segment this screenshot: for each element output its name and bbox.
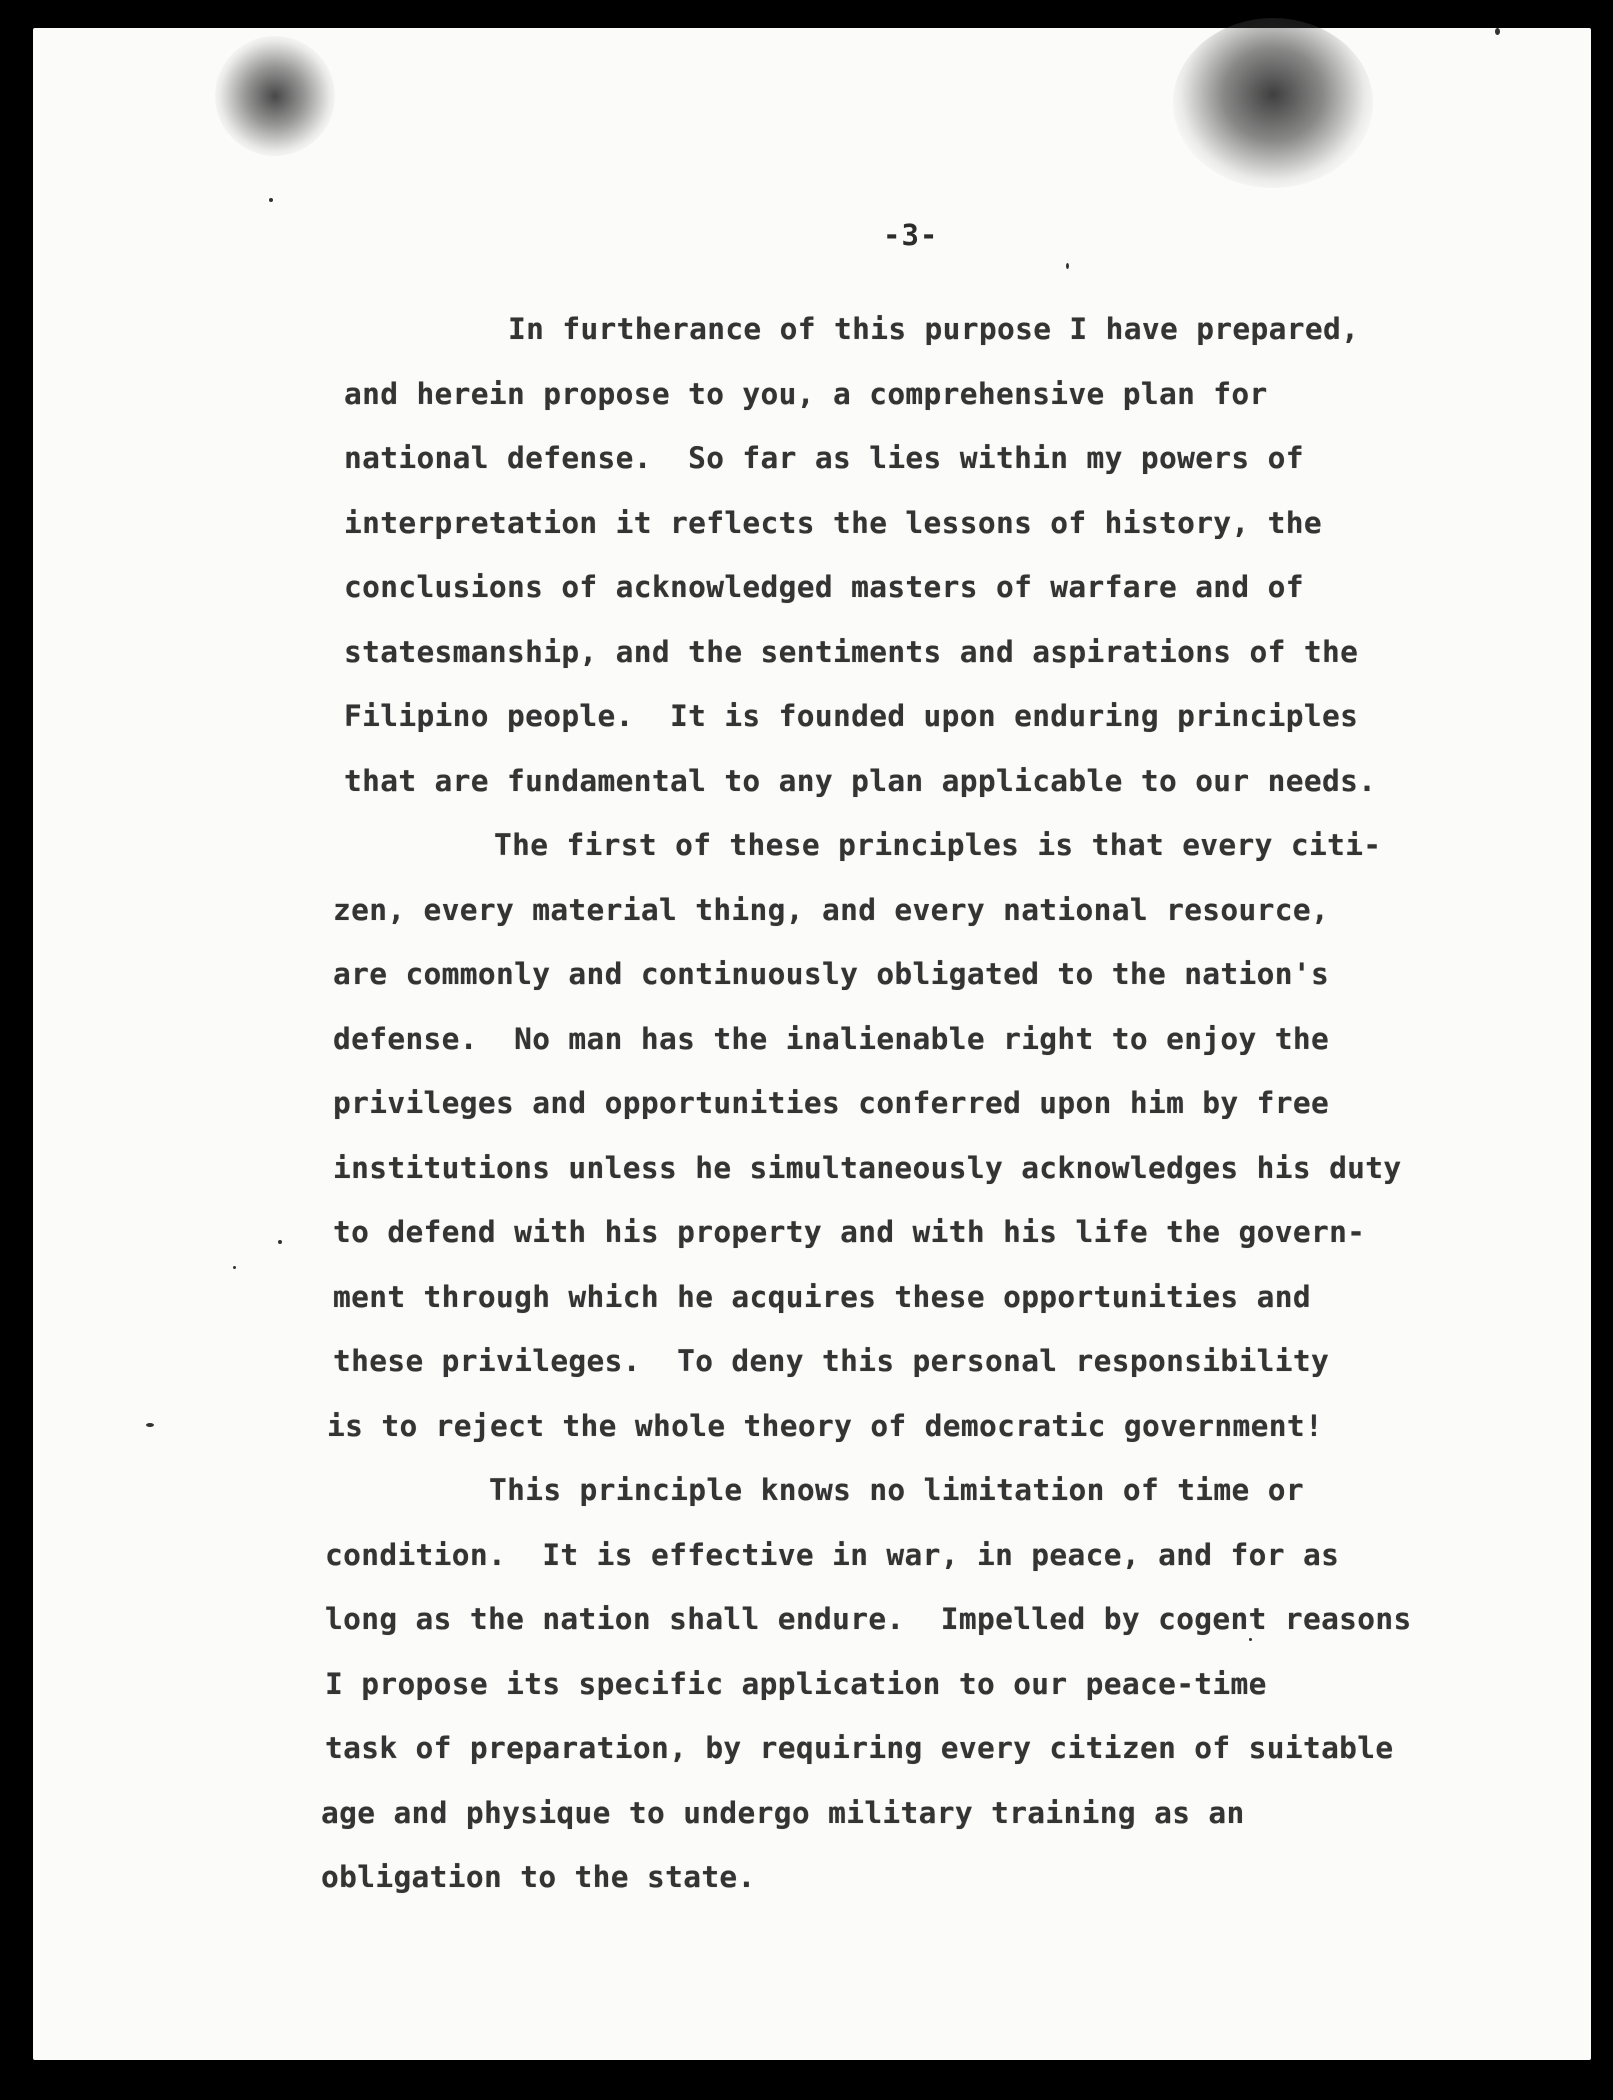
- page-number: -3-: [883, 218, 939, 252]
- speck: [1495, 28, 1500, 35]
- text-line-1: In furtherance of this purpose I have prepared,: [508, 312, 1360, 346]
- ink-smudge-left: [215, 36, 335, 156]
- text-line-21: long as the nation shall endure. Impelled by cogent reasons: [325, 1602, 1412, 1636]
- text-line-3: national defense. So far as lies within my powers of: [344, 441, 1304, 475]
- text-line-15: to defend with his property and with his life the govern-: [333, 1215, 1366, 1249]
- speck: [233, 1266, 236, 1269]
- speck: [269, 198, 273, 202]
- text-line-23: task of preparation, by requiring every citizen of suitable: [325, 1731, 1394, 1765]
- text-line-25: obligation to the state.: [321, 1860, 756, 1894]
- text-line-12: defense. No man has the inalienable right to enjoy the: [333, 1022, 1330, 1056]
- speck: [1066, 263, 1069, 269]
- speck: [146, 1423, 154, 1427]
- text-line-22: I propose its specific application to our peace-time: [325, 1667, 1267, 1701]
- document-page: [33, 28, 1591, 2060]
- text-line-14: institutions unless he simultaneously acknowledges his duty: [333, 1151, 1402, 1185]
- text-line-5: conclusions of acknowledged masters of warfare and of: [344, 570, 1304, 604]
- text-line-9: The first of these principles is that every citi-: [494, 828, 1382, 862]
- text-line-18: is to reject the whole theory of democratic government!: [327, 1409, 1324, 1443]
- speck: [278, 1240, 282, 1244]
- text-line-11: are commonly and continuously obligated to the nation's: [333, 957, 1330, 991]
- text-line-19: This principle knows no limitation of time or: [489, 1473, 1304, 1507]
- speck: [1249, 1638, 1252, 1641]
- text-line-8: that are fundamental to any plan applicable to our needs.: [344, 764, 1377, 798]
- text-line-2: and herein propose to you, a comprehensive plan for: [344, 377, 1268, 411]
- text-line-16: ment through which he acquires these opportunities and: [333, 1280, 1311, 1314]
- ink-smudge-right: [1173, 18, 1373, 188]
- text-line-6: statesmanship, and the sentiments and aspirations of the: [344, 635, 1359, 669]
- text-line-10: zen, every material thing, and every national resource,: [333, 893, 1330, 927]
- text-line-7: Filipino people. It is founded upon enduring principles: [344, 699, 1359, 733]
- text-line-17: these privileges. To deny this personal responsibility: [333, 1344, 1330, 1378]
- text-line-13: privileges and opportunities conferred upon him by free: [333, 1086, 1330, 1120]
- text-line-24: age and physique to undergo military training as an: [321, 1796, 1245, 1830]
- text-line-4: interpretation it reflects the lessons of history, the: [344, 506, 1322, 540]
- text-line-20: condition. It is effective in war, in peace, and for as: [325, 1538, 1340, 1572]
